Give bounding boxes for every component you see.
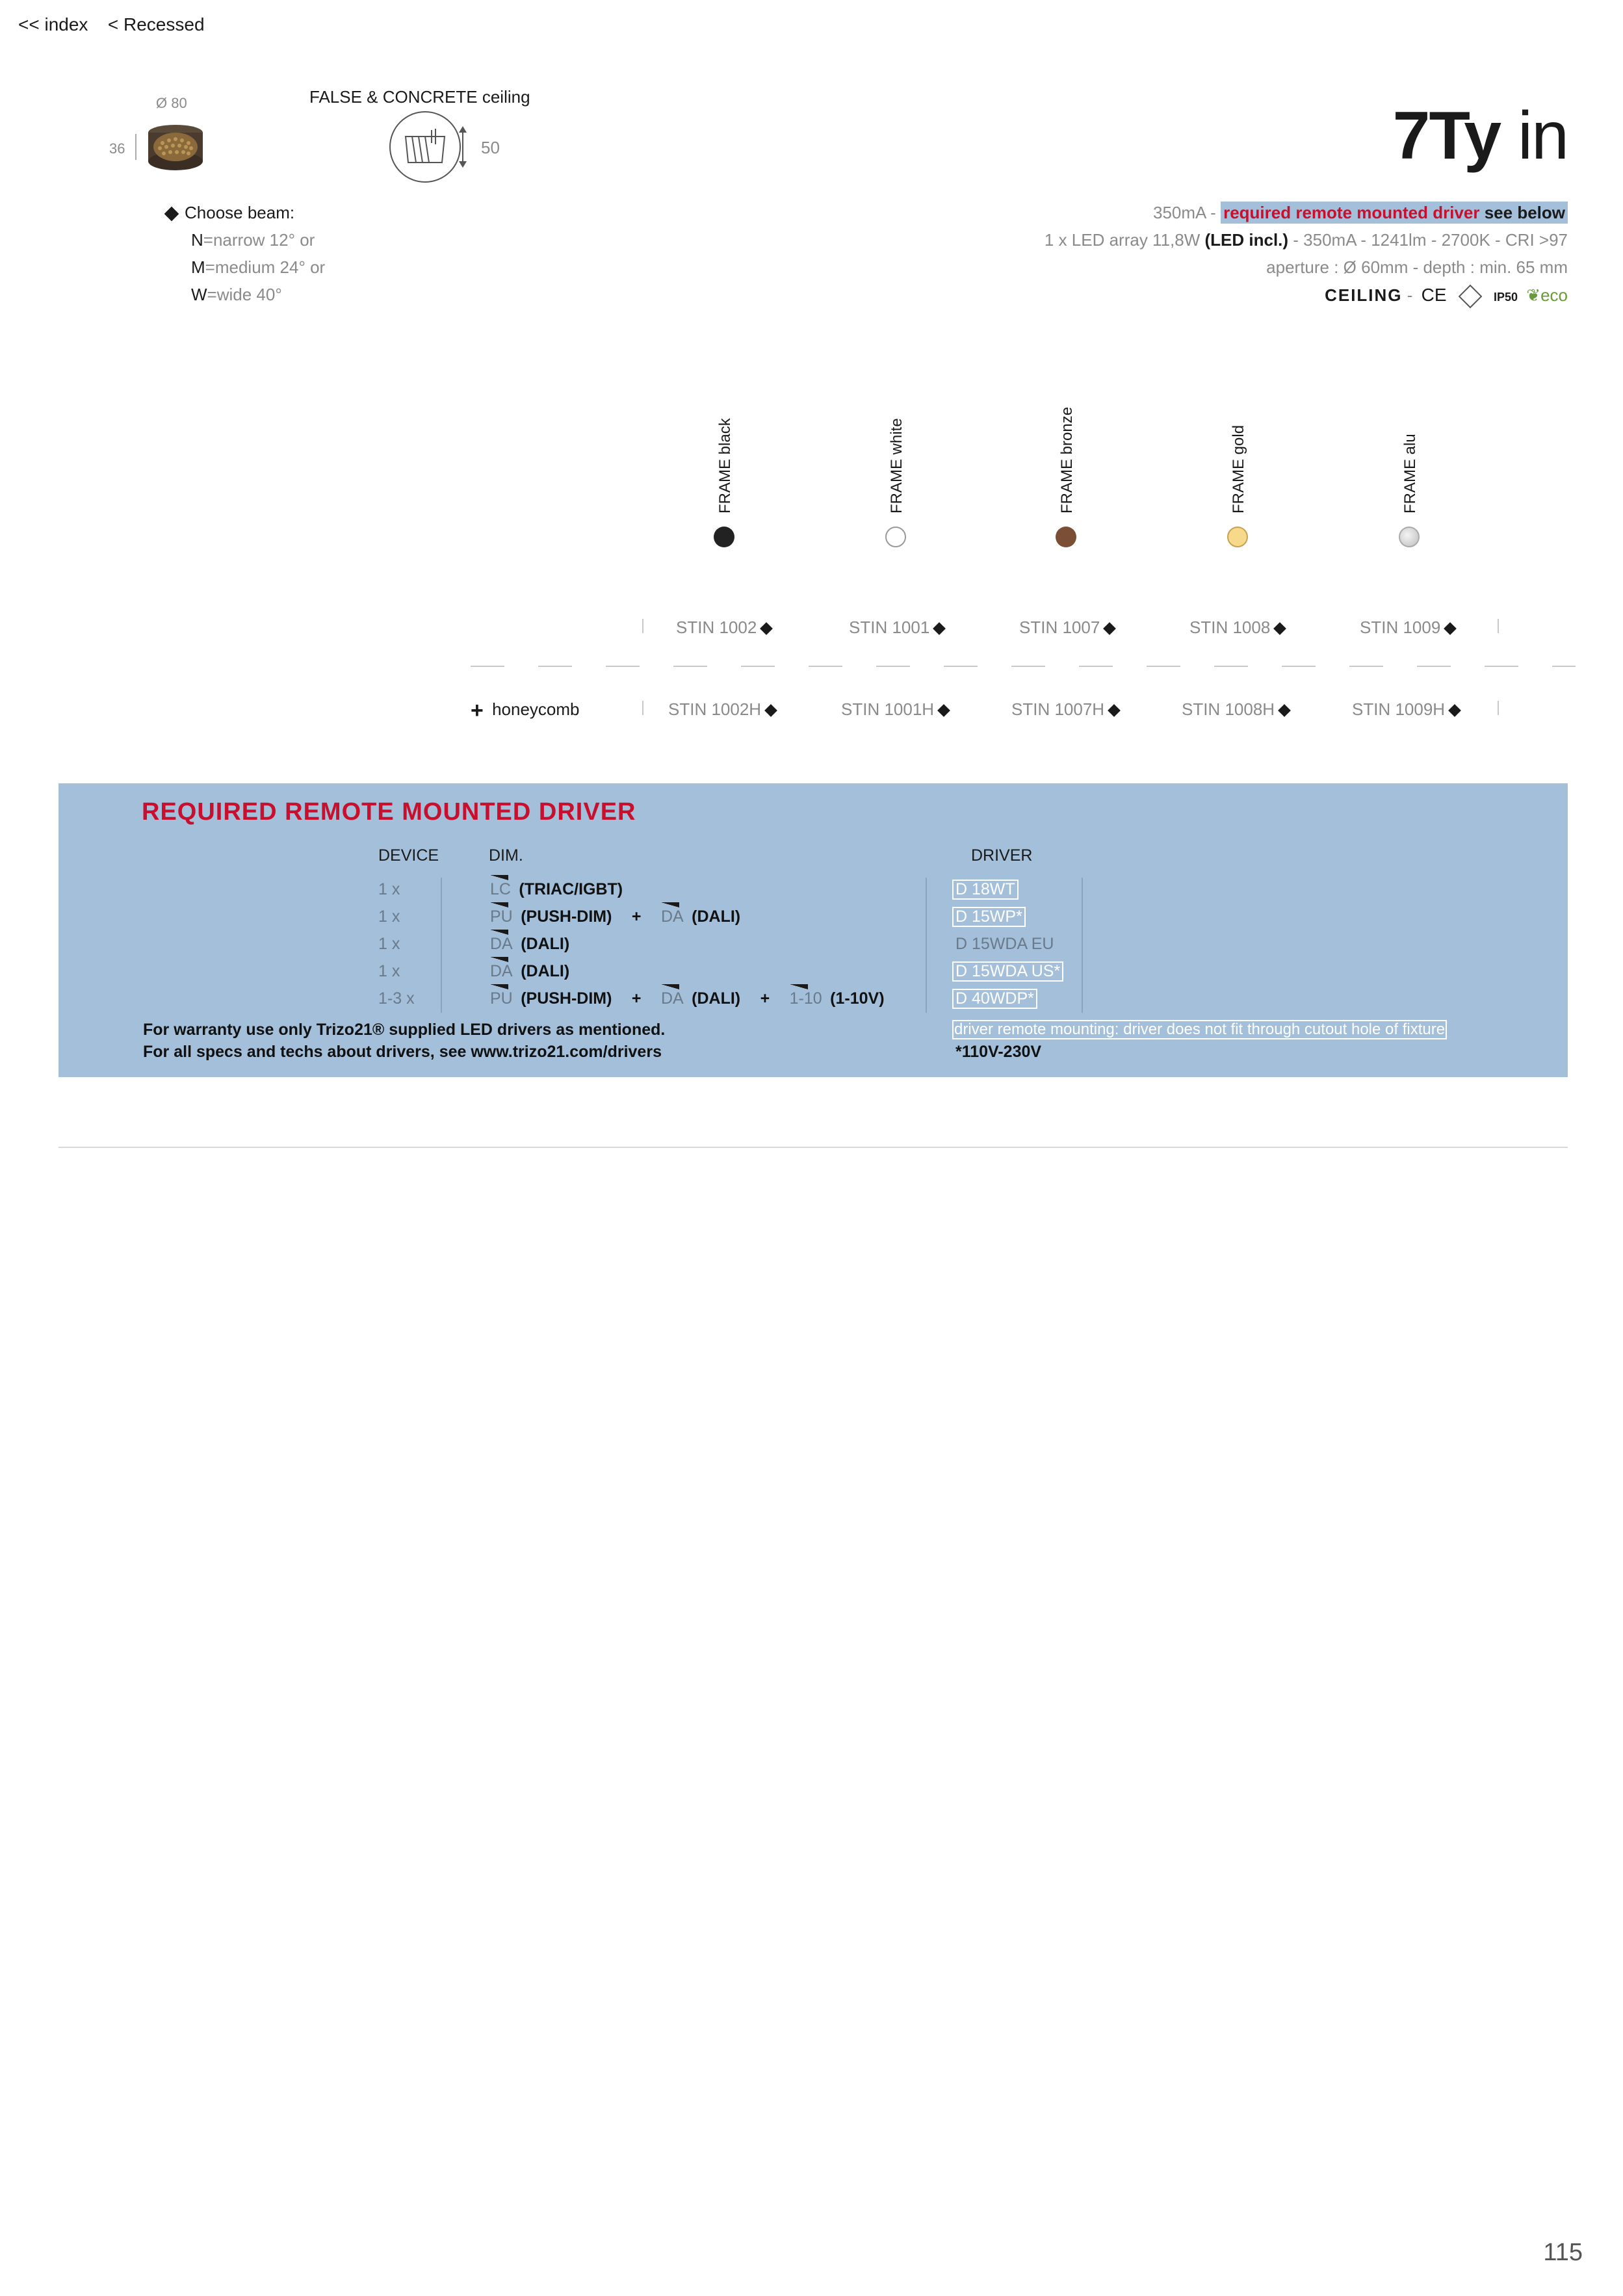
code-h-alu[interactable]: STIN 1009H bbox=[1352, 699, 1459, 720]
frame-label-alu: FRAME alu bbox=[1401, 434, 1419, 514]
row-separator bbox=[1498, 619, 1499, 633]
spec-line-led: 1 x LED array 11,8W (LED incl.) - 350mA - 1241lm - 2700K - CRI >97 bbox=[1044, 230, 1568, 250]
dashed-divider bbox=[471, 666, 1576, 667]
fixture-image bbox=[143, 117, 208, 179]
section-divider bbox=[58, 1147, 1568, 1148]
ce-mark-icon: CE bbox=[1421, 285, 1447, 305]
diamond-icon bbox=[1273, 622, 1286, 635]
row5-device: 1-3 x bbox=[378, 989, 415, 1008]
swatch-bronze[interactable] bbox=[1056, 527, 1076, 547]
remote-mounting-note: driver remote mounting: driver does not fit through cutout hole of fixture bbox=[954, 1021, 1446, 1038]
diamond-icon bbox=[1448, 704, 1461, 717]
swatch-white[interactable] bbox=[885, 527, 906, 547]
row1-device: 1 x bbox=[378, 880, 400, 898]
code-bronze[interactable]: STIN 1007 bbox=[1019, 618, 1114, 638]
frame-label-gold: FRAME gold bbox=[1230, 424, 1247, 514]
diamond-icon bbox=[1108, 704, 1121, 717]
code-gold[interactable]: STIN 1008 bbox=[1189, 618, 1284, 638]
spec-line-driver: 350mA - required remote mounted driver see below bbox=[1153, 203, 1568, 223]
row2-device: 1 x bbox=[378, 907, 400, 926]
honeycomb-label: + honeycomb bbox=[471, 698, 580, 723]
row3-device: 1 x bbox=[378, 935, 400, 953]
diamond-icon bbox=[937, 704, 950, 717]
page-number: 115 bbox=[1543, 2239, 1583, 2266]
diameter-label: Ø 80 bbox=[156, 95, 187, 111]
column-divider bbox=[926, 878, 927, 1013]
beam-heading: Choose beam: bbox=[166, 203, 294, 223]
header-driver: DRIVER bbox=[971, 846, 1033, 865]
row5-dim: PU (PUSH-DIM) + DA (DALI) + 1-10 (1-10V) bbox=[490, 989, 885, 1008]
class-mark-icon bbox=[1458, 285, 1482, 309]
row4-device: 1 x bbox=[378, 962, 400, 980]
code-white[interactable]: STIN 1001 bbox=[849, 618, 944, 638]
diamond-icon bbox=[1103, 622, 1116, 635]
depth-label: 50 bbox=[481, 138, 500, 157]
diamond-icon bbox=[764, 704, 777, 717]
ip-rating: IP50 bbox=[1494, 291, 1518, 304]
row2-driver[interactable]: D 15WP* bbox=[953, 907, 1025, 926]
eco-icon: ❦eco bbox=[1526, 285, 1568, 305]
row-separator bbox=[642, 619, 643, 633]
row3-driver[interactable]: D 15WDA EU bbox=[955, 935, 1054, 953]
row4-dim: DA (DALI) bbox=[490, 962, 570, 980]
ceiling-type-label: FALSE & CONCRETE ceiling bbox=[309, 87, 530, 107]
diamond-icon bbox=[1444, 622, 1457, 635]
column-divider bbox=[1082, 878, 1083, 1013]
row1-dim: LC (TRIAC/IGBT) bbox=[490, 880, 623, 898]
plus-icon: + bbox=[471, 698, 484, 723]
row3-dim: DA (DALI) bbox=[490, 935, 570, 953]
row4-driver[interactable]: D 15WDA US* bbox=[953, 962, 1063, 981]
ceiling-drawing bbox=[386, 111, 477, 189]
height-label: 36 bbox=[109, 140, 125, 157]
warranty-note: For warranty use only Trizo21® supplied LED drivers as mentioned. bbox=[143, 1021, 666, 1039]
product-title: 7Ty in bbox=[1392, 98, 1568, 174]
code-h-white[interactable]: STIN 1001H bbox=[841, 699, 948, 720]
diamond-icon bbox=[1278, 704, 1291, 717]
code-h-black[interactable]: STIN 1002H bbox=[668, 699, 775, 720]
voltage-note: *110V-230V bbox=[955, 1043, 1042, 1061]
swatch-alu[interactable] bbox=[1399, 527, 1420, 547]
spec-line-ceiling: CEILING - CE IP50 ❦eco bbox=[1325, 285, 1568, 306]
nav-bar bbox=[18, 14, 205, 35]
row-separator bbox=[642, 701, 643, 715]
frame-label-white: FRAME white bbox=[888, 418, 905, 514]
frame-label-black: FRAME black bbox=[716, 418, 734, 514]
swatch-gold[interactable] bbox=[1227, 527, 1248, 547]
code-h-bronze[interactable]: STIN 1007H bbox=[1011, 699, 1119, 720]
code-black[interactable]: STIN 1002 bbox=[676, 618, 771, 638]
row2-dim: PU (PUSH-DIM) + DA (DALI) bbox=[490, 907, 741, 926]
height-line bbox=[135, 134, 136, 160]
swatch-black[interactable] bbox=[714, 527, 734, 547]
row5-driver[interactable]: D 40WDP* bbox=[953, 989, 1037, 1008]
code-alu[interactable]: STIN 1009 bbox=[1360, 618, 1455, 638]
beam-option-medium: M=medium 24° or bbox=[191, 257, 326, 277]
recessed-link[interactable]: < Recessed bbox=[107, 14, 205, 34]
spec-line-aperture: aperture : Ø 60mm - depth : min. 65 mm bbox=[1266, 257, 1568, 277]
diamond-icon bbox=[164, 207, 179, 222]
drivers-link-note[interactable]: For all specs and techs about drivers, see www.trizo21.com/drivers bbox=[143, 1043, 662, 1061]
frame-label-bronze: FRAME bronze bbox=[1058, 406, 1076, 514]
column-divider bbox=[441, 878, 442, 1013]
driver-panel-title: REQUIRED REMOTE MOUNTED DRIVER bbox=[142, 798, 636, 826]
row1-driver[interactable]: D 18WT bbox=[953, 880, 1018, 899]
index-link[interactable]: << index bbox=[18, 14, 88, 34]
diamond-icon bbox=[760, 622, 773, 635]
header-device: DEVICE bbox=[378, 846, 439, 865]
diamond-icon bbox=[933, 622, 946, 635]
beam-option-narrow: N=narrow 12° or bbox=[191, 230, 315, 250]
header-dim: DIM. bbox=[489, 846, 523, 865]
row-separator bbox=[1498, 701, 1499, 715]
beam-option-wide: W=wide 40° bbox=[191, 285, 282, 304]
code-h-gold[interactable]: STIN 1008H bbox=[1182, 699, 1289, 720]
